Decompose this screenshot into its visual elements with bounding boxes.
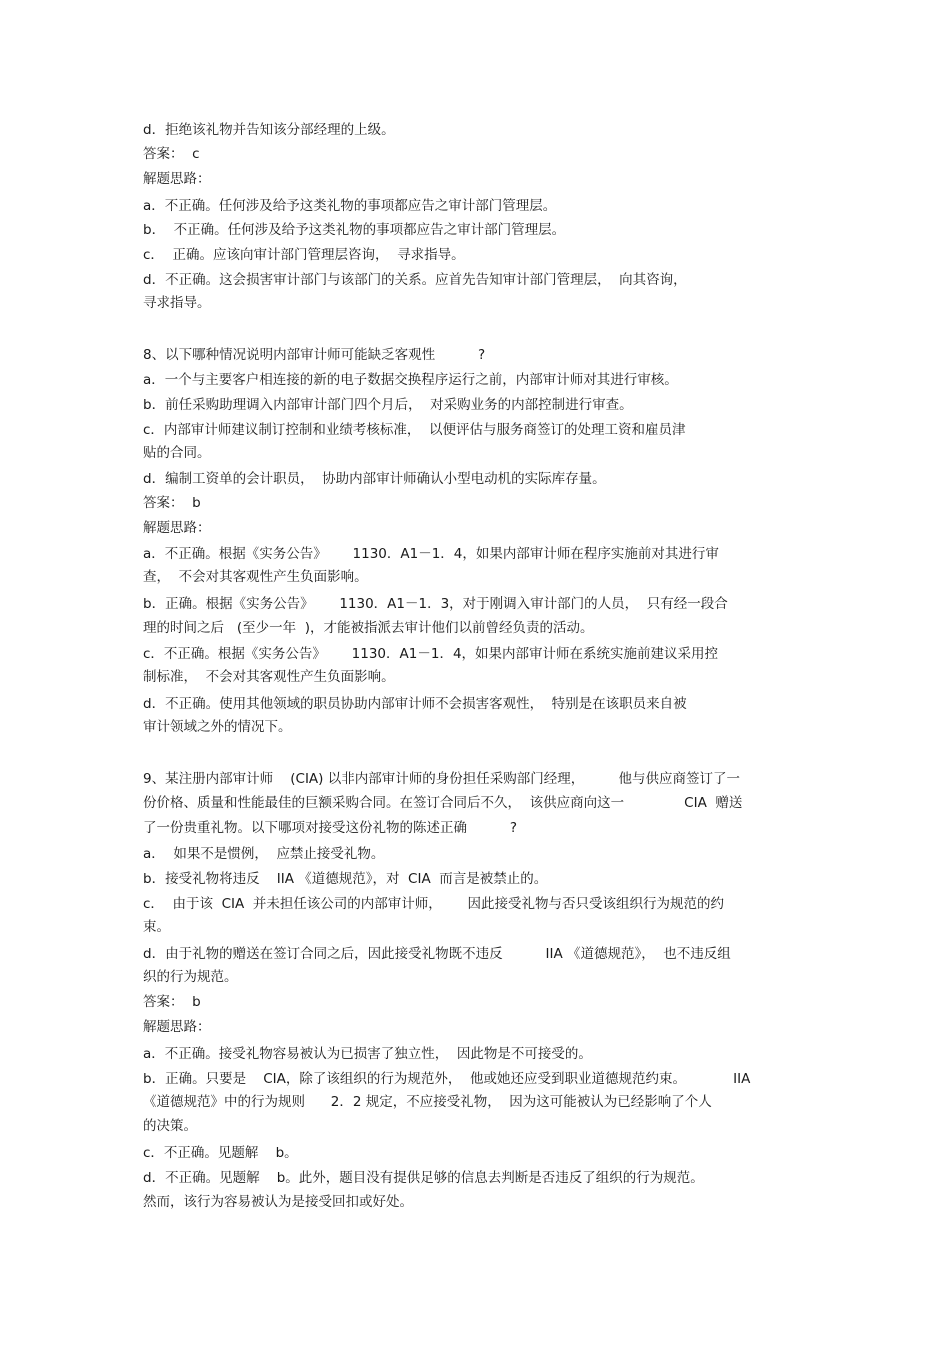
text-line: 份价格、质量和性能最佳的巨额采购合同。在签订合同后不久， 该供应商向这一 CIA 赠送 bbox=[143, 795, 743, 811]
text-line: a． 如果不是惯例， 应禁止接受礼物。 bbox=[143, 846, 385, 862]
text-line: 解题思路： bbox=[143, 1019, 211, 1035]
text-line: b．正确。根据《实务公告》 1130．A1－1．3，对于刚调入审计部门的人员， 只有经一段合 bbox=[143, 596, 728, 612]
text-line: 查， 不会对其客观性产生负面影响。 bbox=[143, 569, 368, 585]
text-line: 织的行为规范。 bbox=[143, 969, 238, 985]
question-9-stem: 9、某注册内部审计师 (CIA) 以非内部审计师的身份担任采购部门经理， 他与供应商签订了一 bbox=[143, 771, 741, 787]
text-line: 贴的合同。 bbox=[143, 445, 211, 461]
text-line: 理的时间之后 (至少一年 )，才能被指派去审计他们以前曾经负责的活动。 bbox=[143, 620, 594, 636]
text-line: c． 由于该 CIA 并未担任该公司的内部审计师， 因此接受礼物与否只受该组织行为规范的约 bbox=[143, 896, 725, 912]
text-line: 的决策。 bbox=[143, 1118, 197, 1134]
text-line: 制标准， 不会对其客观性产生负面影响。 bbox=[143, 669, 395, 685]
text-line: a．不正确。根据《实务公告》 1130．A1－1．4，如果内部审计师在程序实施前对其进行审 bbox=[143, 546, 719, 562]
text-line: 审计领域之外的情况下。 bbox=[143, 719, 292, 735]
text-line: a．一个与主要客户相连接的新的电子数据交换程序运行之前，内部审计师对其进行审核。 bbox=[143, 372, 678, 388]
text-line: 答案： b bbox=[143, 495, 201, 511]
text-line: 然而，该行为容易被认为是接受回扣或好处。 bbox=[143, 1194, 413, 1210]
question-8-stem: 8、以下哪种情况说明内部审计师可能缺乏客观性 ? bbox=[143, 347, 486, 363]
text-line: c．内部审计师建议制订控制和业绩考核标准， 以便评估与服务商签订的处理工资和雇员津 bbox=[143, 422, 686, 438]
text-line: 答案： c bbox=[143, 146, 200, 162]
text-line: c．不正确。根据《实务公告》 1130．A1－1．4，如果内部审计师在系统实施前建议采用控 bbox=[143, 646, 719, 662]
text-line: d．不正确。使用其他领域的职员协助内部审计师不会损害客观性， 特别是在该职员来自被 bbox=[143, 696, 687, 712]
text-line: d．拒绝该礼物并告知该分部经理的上级。 bbox=[143, 122, 395, 138]
text-line: d．编制工资单的会计职员， 协助内部审计师确认小型电动机的实际库存量。 bbox=[143, 471, 606, 487]
text-line: d．不正确。这会损害审计部门与该部门的关系。应首先告知审计部门管理层， 向其咨询， bbox=[143, 272, 687, 288]
text-line: 了一份贵重礼物。以下哪项对接受这份礼物的陈述正确 ? bbox=[143, 820, 518, 836]
text-line: 解题思路： bbox=[143, 520, 211, 536]
text-line: a．不正确。任何涉及给予这类礼物的事项都应告之审计部门管理层。 bbox=[143, 198, 557, 214]
text-line: b． 不正确。任何涉及给予这类礼物的事项都应告之审计部门管理层。 bbox=[143, 222, 566, 238]
text-line: 答案： b bbox=[143, 994, 201, 1010]
text-line: c．不正确。见题解 b。 bbox=[143, 1145, 298, 1161]
text-line: b．前任采购助理调入内部审计部门四个月后， 对采购业务的内部控制进行审查。 bbox=[143, 397, 633, 413]
text-line: a．不正确。接受礼物容易被认为已损害了独立性， 因此物是不可接受的。 bbox=[143, 1046, 592, 1062]
text-line: d．不正确。见题解 b。此外，题目没有提供足够的信息去判断是否违反了组织的行为规范。 bbox=[143, 1170, 704, 1186]
text-line: c． 正确。应该向审计部门管理层咨询， 寻求指导。 bbox=[143, 247, 465, 263]
text-line: d．由于礼物的赠送在签订合同之后，因此接受礼物既不违反 IIA 《道德规范》， 也不违反组 bbox=[143, 946, 731, 962]
text-line: 寻求指导。 bbox=[143, 295, 211, 311]
text-line: b．正确。只要是 CIA，除了该组织的行为规范外， 他或她还应受到职业道德规范约束。 IIA bbox=[143, 1071, 751, 1087]
text-line: b．接受礼物将违反 IIA 《道德规范》，对 CIA 而言是被禁止的。 bbox=[143, 871, 548, 887]
text-line: 解题思路： bbox=[143, 171, 211, 187]
text-line: 《道德规范》中的行为规则 2．2 规定，不应接受礼物， 因为这可能被认为已经影响了个人 bbox=[143, 1094, 712, 1110]
text-line: 束。 bbox=[143, 919, 170, 935]
